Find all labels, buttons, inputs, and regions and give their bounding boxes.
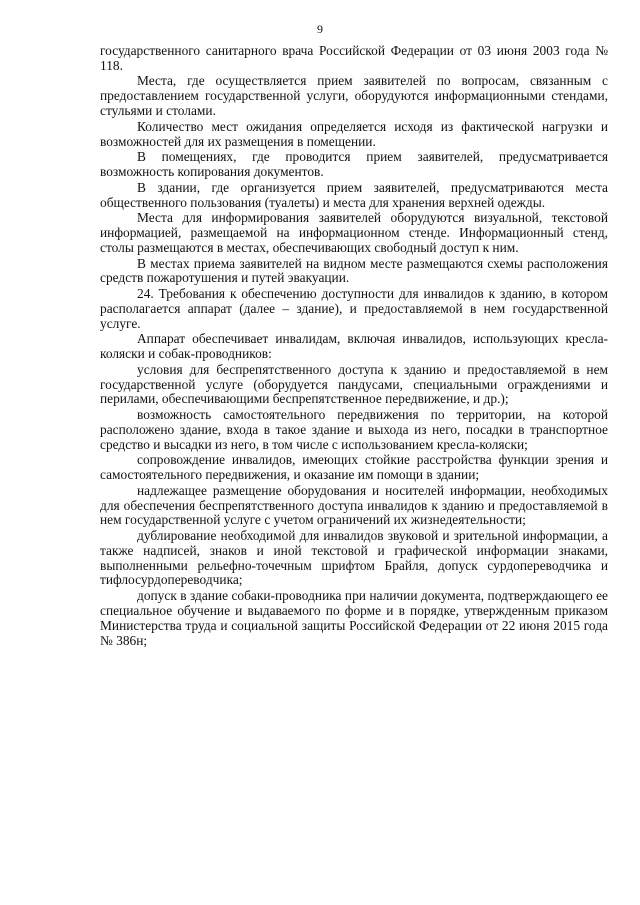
paragraph: В помещениях, где проводится прием заявителей, предусматривается возможность копирования документов. [100, 149, 608, 180]
list-item: дублирование необходимой для инвалидов звуковой и зрительной информации, а также надписей, знаков и иной текстовой и графической информации знаками, выполненными рельефно-точечным шрифтом Брайля, допуск сурдопереводчика и тифлосурдопереводчика; [100, 528, 608, 588]
paragraph: Количество мест ожидания определяется исходя из фактической нагрузки и возможностей для их размещения в помещении. [100, 118, 608, 149]
list-item: надлежащее размещение оборудования и носителей информации, необходимых для обеспечения беспрепятственного доступа инвалидов к зданию и предоставляемой в нем государственной услуге с учетом ограничений их жизнедеятельности; [100, 482, 608, 528]
paragraph: Места, где осуществляется прием заявителей по вопросам, связанным с предоставлением государственной услуги, оборудуются информационными стендами, стульями и столами. [100, 73, 608, 119]
list-item: условия для беспрепятственного доступа к зданию и предоставляемой в нем государственной услуге (оборудуется пандусами, специальными ограждениями и перилами, обеспечивающими беспрепятственное передвижение, и др.); [100, 361, 608, 407]
page-number: 9 [317, 22, 323, 36]
paragraph: государственного санитарного врача Российской Федерации от 03 июня 2003 года № 118. [100, 43, 608, 73]
paragraph-requirements-24: 24. Требования к обеспечению доступности для инвалидов к зданию, в котором располагается аппарат (далее – здание), и предоставляемой в нем государственной услуге. [100, 285, 608, 331]
paragraph: Места для информирования заявителей оборудуются визуальной, текстовой информацией, размещаемой на информационном стенде. Информационный стенд, столы размещаются в местах, обеспечивающих свободный доступ к ним. [100, 210, 608, 255]
paragraph: Аппарат обеспечивает инвалидам, включая инвалидов, использующих кресла-коляски и собак-проводников: [100, 331, 608, 362]
body-text [100, 44, 608, 649]
list-item: допуск в здание собаки-проводника при наличии документа, подтверждающего ее специальное обучение и выдаваемого по форме и в порядке, утвержденным приказом Министерства труда и социальной защиты Российской Федерации от 22 июня 2015 года № 386н; [100, 588, 608, 648]
list-item: сопровождение инвалидов, имеющих стойкие расстройства функции зрения и самостоятельного передвижения, и оказание им помощи в здании; [100, 452, 608, 483]
list-item: возможность самостоятельного передвижения по территории, на которой расположено здание, входа в такое здание и выхода из него, посадки в транспортное средство и высадки из него, в том числе с использованием кресла-коляски; [100, 407, 608, 452]
paragraph: В здании, где организуется прием заявителей, предусматриваются места общественного пользования (туалеты) и места для хранения верхней одежды. [100, 179, 608, 210]
paragraph: В местах приема заявителей на видном месте размещаются схемы расположения средств пожаротушения и путей эвакуации. [100, 255, 608, 286]
